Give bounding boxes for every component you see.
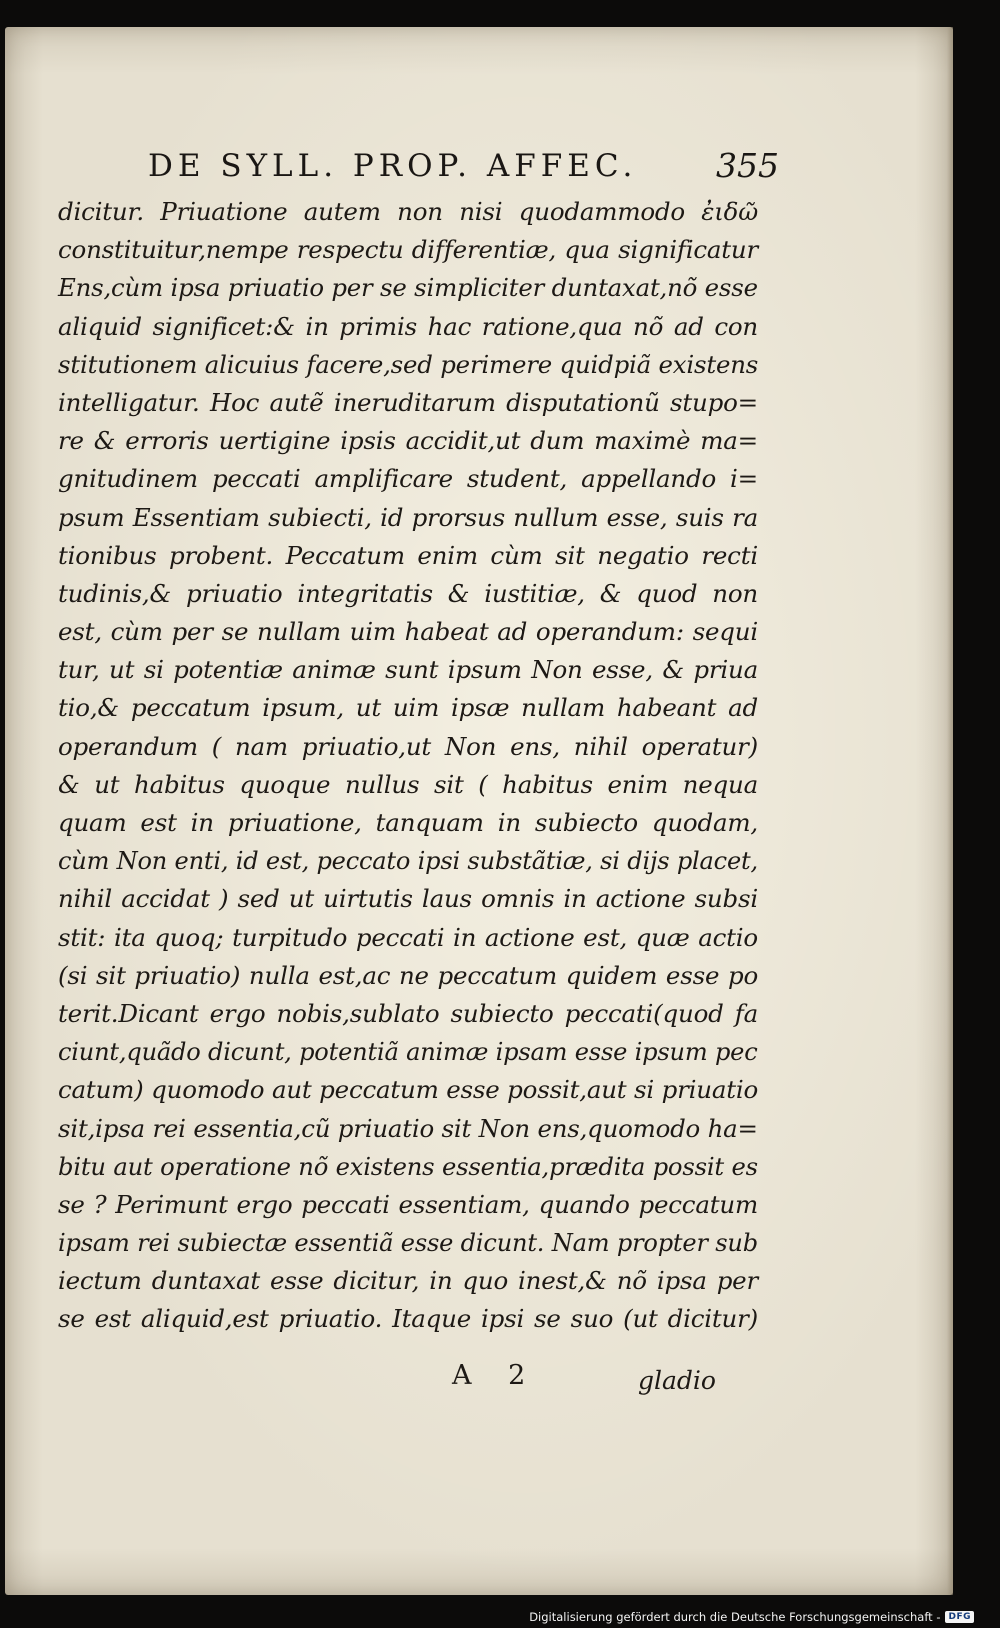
- text-line-content: gnitudinem peccati amplificare student, appellando i=: [58, 464, 758, 494]
- text-line: [58, 919, 758, 957]
- text-line-content: est, cùm per se nullam uim habeat ad operandum: sequi: [58, 617, 758, 647]
- text-line-content: dicitur. Priuatione autem non nisi quodammodo ἐιδῶ: [58, 197, 758, 226]
- body-text: [58, 193, 758, 1339]
- text-line: [58, 1071, 758, 1109]
- text-line: [58, 346, 758, 384]
- text-line-content: catum) quomodo aut peccatum esse possit,aut si priuatio: [58, 1075, 759, 1105]
- signature-mark: A 2: [452, 1360, 540, 1391]
- text-line-content: tionibus probent. Peccatum enim cùm sit negatio recti: [58, 540, 758, 570]
- text-line: [58, 460, 758, 498]
- text-line: [58, 804, 758, 842]
- text-line: [58, 308, 758, 346]
- text-line: [58, 1186, 758, 1224]
- text-line: [58, 728, 758, 766]
- text-line-content: & ut habitus quoque nullus sit ( habitus enim nequa: [58, 769, 758, 799]
- text-line-content: iectum duntaxat esse dicitur, in quo inest,& nõ ipsa per: [58, 1266, 758, 1296]
- text-line-content: intelligatur. Hoc autẽ ineruditarum disputationũ stupo=: [58, 387, 758, 417]
- text-line: [58, 269, 758, 307]
- text-line-content: terit.Dicant ergo nobis,sublato subiecto peccati(quod fa: [58, 998, 758, 1028]
- text-line: [58, 537, 758, 575]
- text-line: [58, 575, 758, 613]
- text-line-content: tio,& peccatum ipsum, ut uim ipsæ nullam habeant ad: [58, 693, 758, 723]
- text-line-content: re & erroris uertigine ipsis accidit,ut dum maximè ma=: [58, 426, 758, 456]
- text-line-content: bitu aut operatione nõ existens essentia,prædita possit es: [58, 1151, 758, 1181]
- page-number: 355: [716, 146, 779, 185]
- text-line-content: stit: ita quoq; turpitudo peccati in actione est, quæ actio: [58, 922, 758, 952]
- text-line: [58, 880, 758, 918]
- credit-text: Digitalisierung gefördert durch die Deutsche Forschungsgemeinschaft -: [529, 1610, 941, 1624]
- text-line: [58, 1224, 758, 1262]
- text-line: [58, 1148, 758, 1186]
- text-line-content: sit,ipsa rei essentia,cũ priuatio sit Non ens,quomodo ha=: [58, 1113, 758, 1143]
- running-head-title: DE SYLL. PROP. AFFEC.: [148, 148, 638, 184]
- text-line-content: operandum ( nam priuatio,ut Non ens, nihil operatur): [58, 731, 758, 761]
- text-line-content: stitutionem alicuius facere,sed perimere quidpiã existens: [58, 349, 759, 379]
- text-line: [58, 957, 758, 995]
- text-line: [58, 422, 758, 460]
- text-line-content: se est aliquid,est priuatio. Itaque ipsi se suo (ut dicitur): [58, 1304, 758, 1334]
- text-line: [58, 613, 758, 651]
- text-line-content: ciunt,quãdo dicunt, potentiã animæ ipsam esse ipsum pec: [58, 1037, 758, 1067]
- text-line: [58, 995, 758, 1033]
- text-line-content: cùm Non enti, id est, peccato ipsi substãtiæ, si dijs placet,: [58, 846, 758, 876]
- text-line: [58, 231, 758, 269]
- dfg-logo: DFG: [945, 1611, 974, 1623]
- text-line-content: aliquid significet:& in primis hac ratione,qua nõ ad con: [58, 311, 758, 341]
- page-edge: [947, 27, 953, 1595]
- text-line: [58, 1262, 758, 1300]
- text-line: [58, 766, 758, 804]
- text-line-content: Ens,cùm ipsa priuatio per se simpliciter duntaxat,nõ esse: [58, 273, 758, 303]
- text-line: [58, 1300, 758, 1338]
- text-line: [58, 384, 758, 422]
- text-line-content: constituitur,nempe respectu differentiæ, qua significatur: [58, 235, 758, 265]
- text-line-content: psum Essentiam subiecti, id prorsus nullum esse, suis ra: [58, 502, 758, 532]
- text-line: [58, 1110, 758, 1148]
- text-line-content: (si sit priuatio) nulla est,ac ne peccatum quidem esse po: [58, 960, 758, 990]
- text-line-content: tudinis,& priuatio integritatis & iustitiæ, & quod non: [58, 578, 758, 608]
- text-line: [58, 193, 758, 231]
- text-line-content: tur, ut si potentiæ animæ sunt ipsum Non esse, & priua: [58, 655, 758, 685]
- text-line: [58, 1033, 758, 1071]
- text-line: [58, 842, 758, 880]
- text-line: [58, 651, 758, 689]
- text-line: [58, 689, 758, 727]
- text-line-content: se ? Perimunt ergo peccati essentiam, quando peccatum: [58, 1189, 758, 1219]
- text-line-content: ipsam rei subiectæ essentiã esse dicunt. Nam propter sub: [58, 1228, 758, 1258]
- digitization-credit: [529, 1610, 974, 1624]
- text-line-content: quam est in priuatione, tanquam in subiecto quodam,: [58, 808, 758, 837]
- catchword: gladio: [638, 1366, 716, 1395]
- text-line-content: nihil accidat ) sed ut uirtutis laus omnis in actione subsi: [58, 884, 758, 914]
- text-line: [58, 499, 758, 537]
